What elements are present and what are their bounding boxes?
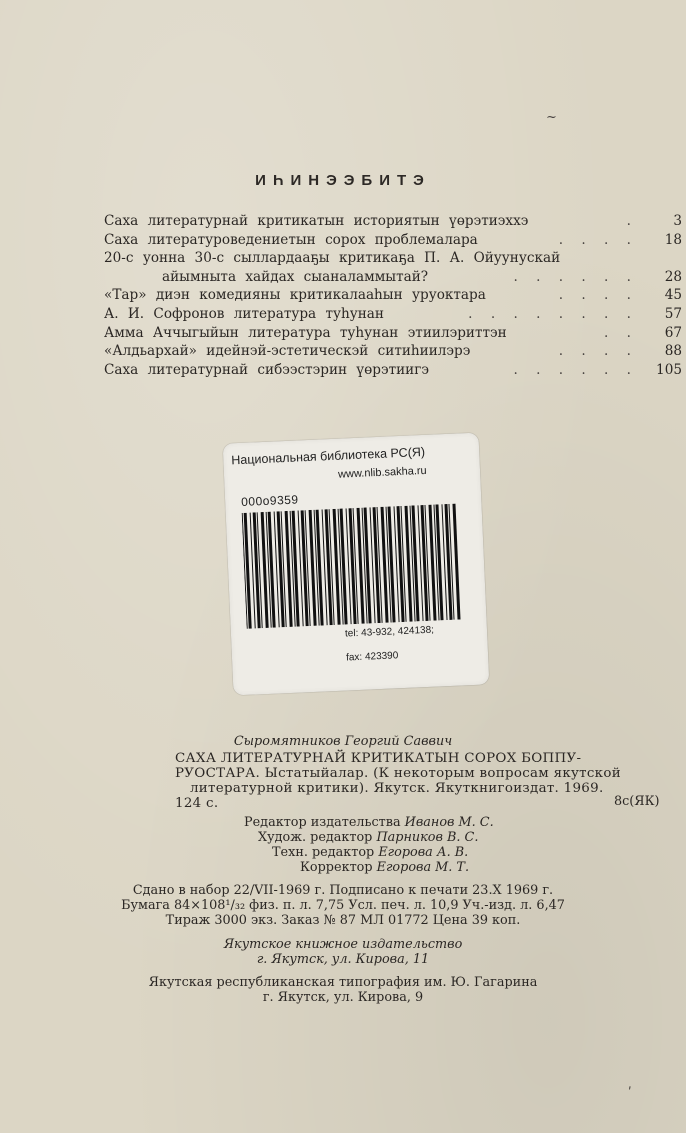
- print-detail: Бумага 84×108¹/₃₂ физ. п. л. 7,75 Усл. печ. л. 10,9 Уч.-изд. л. 6,47: [121, 898, 565, 913]
- ink-speck: ʹ: [628, 1086, 632, 1101]
- contents-heading: ИҺИНЭЭБИТЭ: [255, 172, 431, 189]
- toc-entry-title: айымныта хайдах сыаналаммытай?: [162, 268, 429, 285]
- book-title-line: РУОСТАРА. Ыстатыйалар. (К некоторым вопросам якутской: [175, 766, 621, 781]
- toc-entry-title: Саха литературоведениетын сорох проблемалара: [104, 231, 478, 248]
- toc-entry: [104, 324, 682, 343]
- page-count: 124 с.: [175, 796, 219, 811]
- toc-leader-dots: . . . .: [558, 287, 638, 304]
- toc-entry: [104, 231, 682, 250]
- toc-entry-page: 3: [673, 213, 682, 229]
- ink-speck: ~: [546, 110, 557, 125]
- credit-name: Парников В. С.: [376, 830, 479, 845]
- library-fax: fax: 423390: [345, 650, 399, 664]
- library-barcode-sticker: [223, 433, 490, 696]
- toc-leader-dots: . . . .: [558, 343, 638, 360]
- toc-entry-title: 20-с уонна 30-с сыллардааҕы критикаҕа П. А. Ойуунускай: [104, 250, 561, 267]
- barcode-number: 000о9359: [240, 492, 299, 509]
- toc-leader-dots: .: [626, 213, 638, 229]
- toc-entry-title: А. И. Софронов литература туһунан: [104, 305, 384, 322]
- toc-leader-dots: . . . . . . . .: [468, 305, 638, 322]
- printer-address: г. Якутск, ул. Кирова, 9: [262, 990, 424, 1005]
- toc-entry: [104, 305, 682, 324]
- toc-leader-dots: . .: [604, 324, 638, 341]
- toc-entry-page: 45: [664, 287, 682, 304]
- credit-role: Худож. редактор: [258, 830, 373, 845]
- author-name: Сыромятников Георгий Саввич: [233, 734, 453, 749]
- toc-entry-page: 105: [656, 361, 682, 378]
- print-detail: Тираж 3000 экз. Заказ № 87 МЛ 01772 Цена 39 коп.: [165, 913, 521, 928]
- library-name: Национальная библиотека РС(Я): [231, 444, 426, 468]
- publisher-name: Якутское книжное издательство: [223, 937, 463, 952]
- book-title-line: САХА ЛИТЕРАТУРНАЙ КРИТИКАТЫН СОРОХ БОППУ-: [175, 751, 582, 766]
- toc-entry: [104, 249, 682, 268]
- credit-role: Корректор: [300, 860, 373, 875]
- credit-name: Иванов М. С.: [404, 815, 494, 830]
- toc-leader-dots: . . . .: [558, 231, 638, 248]
- credit-line: [258, 830, 478, 845]
- printer-name: Якутская республиканская типография им. Ю. Гагарина: [148, 975, 538, 990]
- toc-entry-page: 18: [664, 231, 682, 248]
- credit-line: [300, 860, 469, 875]
- toc-entry-page: 57: [664, 305, 682, 322]
- library-phone: tel: 43-932, 424138;: [344, 624, 435, 640]
- table-of-contents: [104, 212, 682, 379]
- print-detail: Сдано в набор 22/VII-1969 г. Подписано к печати 23.X 1969 г.: [132, 883, 554, 898]
- toc-entry-page: 88: [664, 343, 682, 360]
- credit-role: Редактор издательства: [244, 815, 401, 830]
- credit-line: [272, 845, 468, 860]
- toc-leader-dots: . . . . . .: [513, 268, 638, 285]
- credit-name: Егорова А. В.: [378, 845, 469, 860]
- publisher-address: г. Якутск, ул. Кирова, 11: [256, 952, 430, 967]
- barcode: [242, 504, 463, 629]
- credit-name: Егорова М. Т.: [376, 860, 470, 875]
- toc-entry: [104, 361, 682, 380]
- toc-entry-page: 67: [664, 324, 682, 341]
- toc-entry: [104, 212, 682, 231]
- toc-leader-dots: . . . . . .: [513, 361, 638, 378]
- toc-entry: [104, 286, 682, 305]
- classification-code: 8с(ЯК): [614, 794, 660, 809]
- toc-entry-title: Саха литературнай критикатын историятын үөрэтиэххэ: [104, 213, 529, 229]
- library-url: www.nlib.sakha.ru: [337, 464, 427, 481]
- credit-line: [244, 815, 494, 830]
- book-title-line: литературной критики). Якутск. Якуткнигоиздат. 1969.: [190, 781, 604, 796]
- toc-entry-title: «Тар» диэн комедияны критикалааһын уруоктара: [104, 287, 486, 304]
- toc-entry-page: 28: [664, 268, 682, 285]
- toc-entry: [104, 268, 682, 287]
- toc-entry-title: Амма Аччыгыйын литература туһунан этиилэриттэн: [104, 324, 507, 341]
- credit-role: Техн. редактор: [272, 845, 375, 860]
- toc-entry-title: «Алдьархай» идейнэй-эстетическэй ситиһиилэрэ: [104, 343, 471, 360]
- toc-entry-title: Саха литературнай сибээстэрин үөрэтиигэ: [104, 361, 429, 378]
- toc-entry: [104, 342, 682, 361]
